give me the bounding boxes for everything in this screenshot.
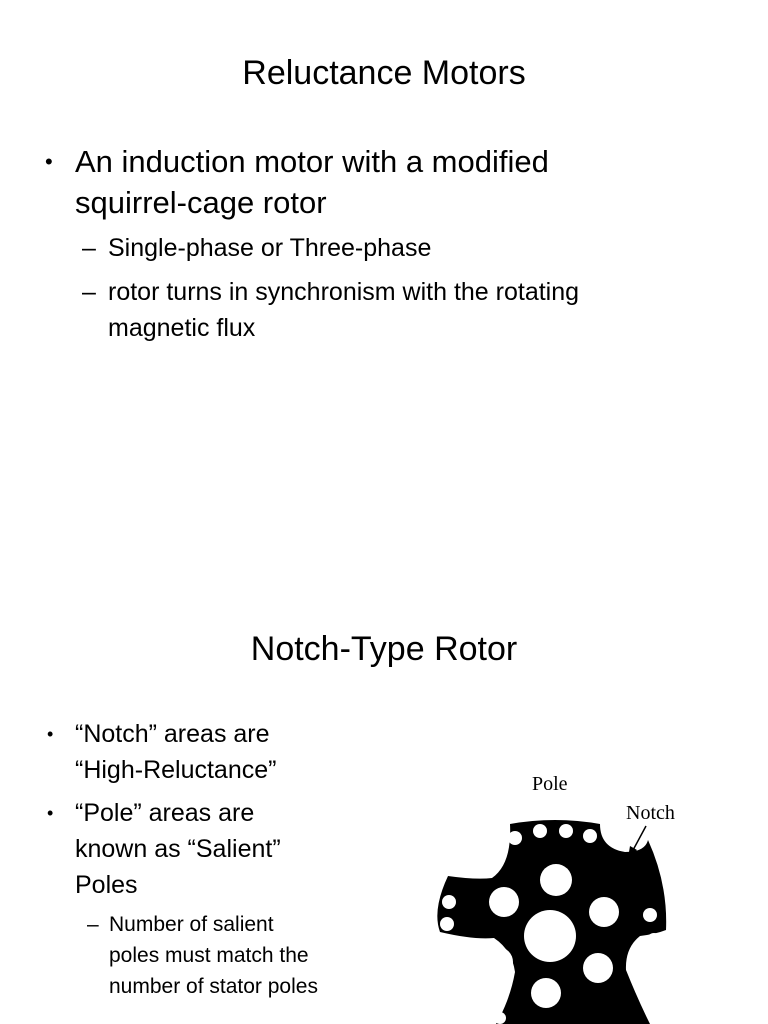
slide2-title: Notch-Type Rotor bbox=[250, 630, 518, 668]
notch-rotor-diagram bbox=[420, 760, 720, 1024]
dash-marker: – bbox=[82, 278, 96, 306]
bullet-line: “High-Reluctance” bbox=[75, 756, 277, 784]
bullet-line: squirrel-cage rotor bbox=[75, 185, 327, 220]
bullet-line: Poles bbox=[75, 871, 138, 899]
sub-bullet-line: number of stator poles bbox=[109, 975, 318, 998]
slide1-sub-bullet bbox=[82, 274, 580, 346]
bullet-line: “Notch” areas are bbox=[75, 720, 270, 748]
sub-bullet-line: Single-phase or Three-phase bbox=[108, 234, 432, 262]
notch-label: Notch bbox=[626, 802, 675, 824]
dash-marker: – bbox=[82, 234, 96, 262]
slide2-bullet bbox=[47, 795, 281, 903]
slide1-bullet bbox=[45, 141, 549, 223]
bullet-dot: • bbox=[47, 803, 54, 823]
bullet-dot: • bbox=[47, 724, 54, 744]
slide2-bullet bbox=[47, 716, 277, 788]
slide1-sub-bullet bbox=[82, 230, 432, 266]
slide1-title: Reluctance Motors bbox=[242, 54, 526, 92]
sub-bullet-line: poles must match the bbox=[109, 944, 309, 967]
bullet-dot: • bbox=[45, 149, 53, 174]
bullet-line: An induction motor with a modified bbox=[75, 144, 549, 179]
sub-bullet-line: rotor turns in synchronism with the rotating bbox=[108, 278, 580, 306]
sub-bullet-line: Number of salient bbox=[109, 913, 274, 936]
sub-bullet-line: magnetic flux bbox=[108, 314, 256, 342]
dash-marker: – bbox=[87, 913, 99, 936]
slide2-sub-bullet bbox=[87, 909, 318, 1002]
pole-label: Pole bbox=[532, 773, 568, 795]
bullet-line: known as “Salient” bbox=[75, 835, 281, 863]
bullet-line: “Pole” areas are bbox=[75, 799, 255, 827]
